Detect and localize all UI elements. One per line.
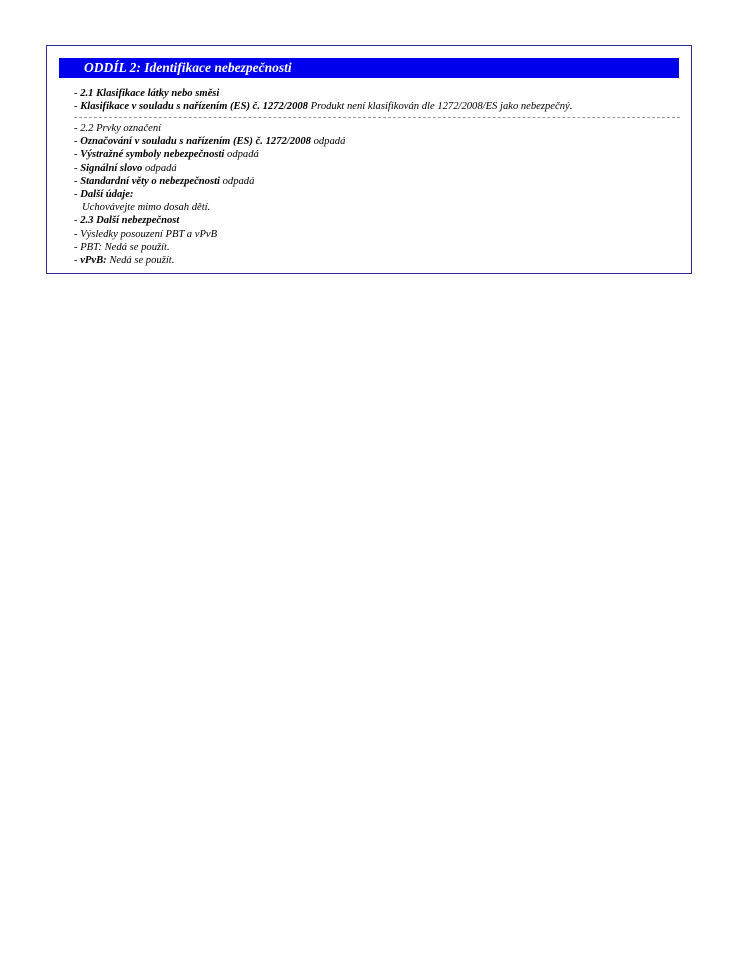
clp-classification-label: Klasifikace v souladu s nařízením (ES) č. 1272/2008	[80, 101, 308, 113]
hazard-statements-label: Standardní věty o nebezpečnosti	[80, 175, 220, 187]
signal-word-value: odpadá	[142, 162, 177, 174]
clp-labelling-label: Označování v souladu s nařízením (ES) č. 1272/2008	[80, 136, 311, 148]
classification-heading: 2.1 Klasifikace látky nebo směsi	[80, 88, 220, 99]
vpvb-line	[74, 254, 684, 267]
line-dash: -	[74, 101, 81, 113]
pbt-line	[74, 241, 684, 254]
line-dash: -	[74, 149, 81, 161]
additional-info-line	[74, 188, 684, 201]
line-dash: -	[74, 162, 81, 174]
line-dash: -	[74, 175, 81, 187]
pbt-value: PBT: Nedá se použít.	[80, 241, 170, 253]
pbt-vpvb-results-label: Výsledky posouzení PBT a vPvB	[80, 228, 218, 240]
vpvb-value: Nedá se použít.	[106, 255, 175, 267]
line-dash: -	[74, 215, 81, 227]
line-dash: -	[74, 88, 81, 99]
clp-labelling-line	[74, 135, 684, 148]
hazard-pictograms-line	[74, 148, 684, 161]
classification-block	[74, 87, 684, 113]
line-dash: -	[74, 189, 81, 201]
line-dash: -	[74, 255, 81, 267]
additional-info-label: Další údaje:	[80, 189, 134, 201]
hazard-statements-line	[74, 175, 684, 188]
label-elements-heading-line	[74, 122, 684, 135]
clp-classification-line	[74, 100, 684, 113]
hazard-pictograms-value: odpadá	[224, 149, 259, 161]
hazard-pictograms-label: Výstražné symboly nebezpečnosti	[80, 149, 225, 161]
hazard-statements-value: odpadá	[219, 175, 255, 187]
label-elements-block	[74, 122, 684, 267]
line-dash: -	[74, 228, 81, 240]
line-dash: -	[74, 241, 81, 253]
dashed-divider	[74, 117, 680, 118]
section-title: ODDÍL 2: Identifikace nebezpečnosti	[59, 58, 679, 78]
line-dash: -	[74, 136, 81, 148]
vpvb-label: vPvB:	[80, 255, 107, 267]
label-elements-heading: 2.2 Prvky označení	[80, 123, 162, 134]
pbt-vpvb-results-line	[74, 228, 684, 241]
clp-classification-value: Produkt není klasifikován dle 1272/2008/ES jako nebezpečný.	[307, 101, 573, 113]
other-hazards-heading: 2.3 Další nebezpečnost	[80, 215, 180, 227]
other-hazards-heading-line	[74, 214, 684, 227]
additional-info-value: Uchovávejte mimo dosah dětí.	[82, 202, 211, 214]
classification-heading-line	[74, 87, 684, 100]
signal-word-label: Signální slovo	[80, 162, 143, 174]
line-dash: -	[74, 123, 81, 134]
signal-word-line	[74, 162, 684, 175]
section-2-box	[46, 45, 692, 274]
clp-labelling-value: odpadá	[310, 136, 346, 148]
